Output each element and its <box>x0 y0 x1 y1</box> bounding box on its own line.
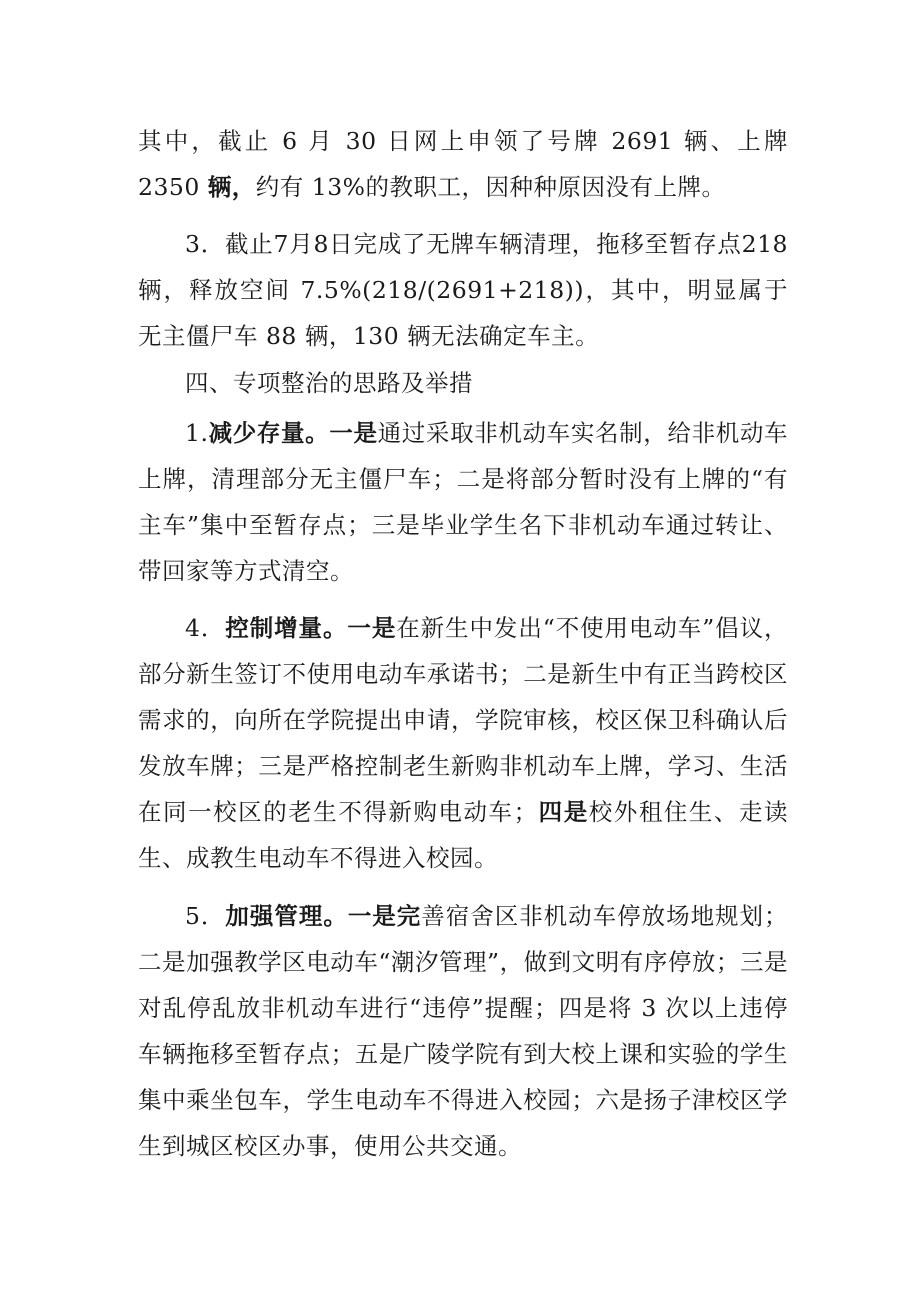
paragraph-reduce-stock <box>138 410 788 594</box>
paragraph-item-3-cleanup <box>138 221 788 359</box>
section-heading-measures <box>138 360 788 406</box>
text-run: 校外租住生、走读生、成教生电动车不得进入校园。 <box>138 798 789 872</box>
text-run: 3．截止7月8日完成了无牌车辆清理，拖移至暂存点218辆，释放空间 7.5%(218/(2691+218))，其中，明显属于无主僵尸车 88 辆，130 辆无法确定车主。 <box>138 230 788 350</box>
paragraph-strengthen-management <box>138 893 788 1169</box>
text-run: 善宿舍区非机动车停放场地规划；二是加强教学区电动车“潮汐管理”，做到文明有序停放；三是对乱停乱放非机动车进行“违停”提醒；四是将 3 次以上违停车辆拖移至暂存点；五是广陵学院有到大校上课和实验的学生集中乘坐包车，学生电动车不得进入校园；六是扬子津校区学生到城区校区办事，使用公共交通。 <box>138 902 789 1160</box>
text-run: 通过采取非机动车实名制，给非机动车上牌，清理部分无主僵尸车；二是将部分暂时没有上牌的“有主车”集中至暂存点；三是毕业学生名下非机动车通过转让、带回家等方式清空。 <box>138 419 789 585</box>
text-run: 4． <box>185 614 226 642</box>
text-run: 1. <box>185 419 209 447</box>
bold-text-run: 减少存量。一是 <box>208 419 378 447</box>
bold-text-run: 辆， <box>207 173 256 201</box>
bold-text-run: 加强管理。一是完 <box>225 902 422 930</box>
text-run: 5． <box>185 902 226 930</box>
text-run: 在新生中发出“不使用电动车”倡议，部分新生签订不使用电动车承诺书；二是新生中有正当跨校区需求的，向所在学院提出申请，学院审核，校区保卫科确认后发放车牌；三是严格控制老生新购非机动车上牌，学习、生活在同一校区的老生不得新购电动车； <box>138 614 789 826</box>
text-run: 其中，截止 6 月 30 日网上申领了号牌 2691 辆、上牌 2350 <box>138 127 788 201</box>
bold-text-run: 四是 <box>537 798 589 826</box>
bold-text-run: 控制增量。一是 <box>225 614 397 642</box>
text-run: 约有 13%的教职工，因种种原因没有上牌。 <box>255 173 726 201</box>
section-heading-text: 四、专项整治的思路及举措 <box>185 369 473 397</box>
paragraph-control-increment <box>138 605 788 881</box>
paragraph-license-stats <box>138 118 788 210</box>
